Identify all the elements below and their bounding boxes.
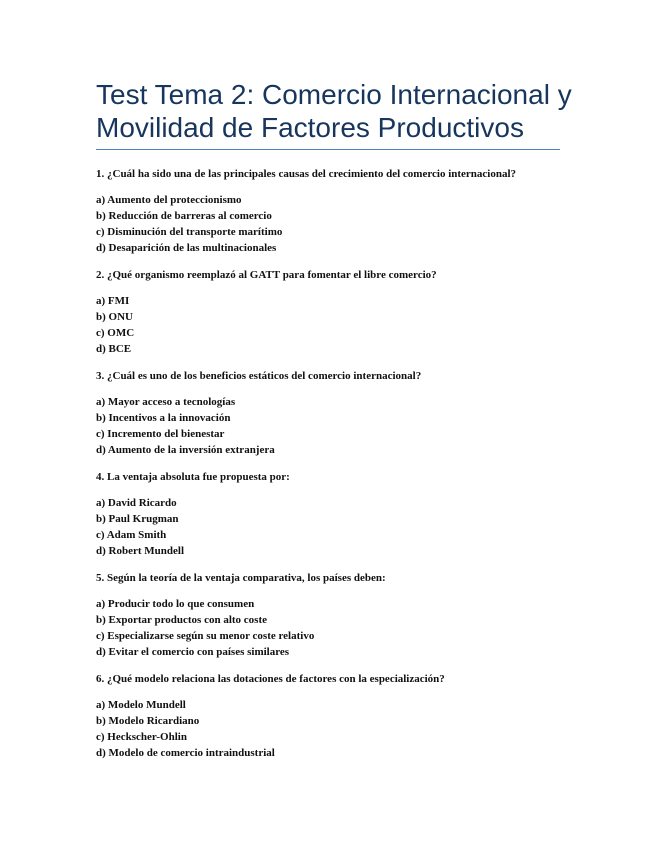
title-underline — [96, 149, 560, 150]
answer-option: a) Aumento del proteccionismo — [96, 194, 242, 206]
answer-option: a) Producir todo lo que consumen — [96, 598, 255, 610]
answer-option: d) Aumento de la inversión extranjera — [96, 444, 275, 456]
answer-option: b) Paul Krugman — [96, 513, 179, 525]
question-text: 1. ¿Cuál ha sido una de las principales causas del crecimiento del comercio internacional? — [96, 168, 517, 180]
question-6 — [96, 671, 566, 772]
answer-option: a) David Ricardo — [96, 497, 177, 509]
answer-option: a) Mayor acceso a tecnologías — [96, 396, 236, 408]
answer-option: c) OMC — [96, 327, 135, 339]
answer-option: d) BCE — [96, 343, 132, 355]
answer-option: b) Modelo Ricardiano — [96, 715, 200, 727]
answer-option: b) Incentivos a la innovación — [96, 412, 231, 424]
answer-option: a) FMI — [96, 295, 130, 307]
answer-option: a) Modelo Mundell — [96, 699, 186, 711]
question-4 — [96, 469, 566, 570]
title-line-1: Test Tema 2: Comercio Internacional y — [96, 79, 572, 110]
answer-option: b) Reducción de barreras al comercio — [96, 210, 272, 222]
answer-option: c) Disminución del transporte marítimo — [96, 226, 283, 238]
answer-option: c) Especializarse según su menor coste relativo — [96, 630, 315, 642]
title-line-2: Movilidad de Factores Productivos — [96, 112, 524, 143]
question-text: 3. ¿Cuál es uno de los beneficios estáticos del comercio internacional? — [96, 370, 422, 382]
question-3 — [96, 368, 566, 469]
question-text: 2. ¿Qué organismo reemplazó al GATT para fomentar el libre comercio? — [96, 269, 437, 281]
question-text: 5. Según la teoría de la ventaja comparativa, los países deben: — [96, 572, 386, 584]
answer-option: d) Robert Mundell — [96, 545, 184, 557]
answer-option: c) Heckscher-Ohlin — [96, 731, 187, 743]
answer-option: b) Exportar productos con alto coste — [96, 614, 268, 626]
answer-option: c) Incremento del bienestar — [96, 428, 225, 440]
question-text: 6. ¿Qué modelo relaciona las dotaciones de factores con la especialización? — [96, 673, 445, 685]
question-text: 4. La ventaja absoluta fue propuesta por: — [96, 471, 290, 483]
question-5 — [96, 570, 566, 671]
question-2 — [96, 267, 566, 368]
answer-option: d) Desaparición de las multinacionales — [96, 242, 277, 254]
document-title — [96, 78, 576, 144]
question-1 — [96, 166, 566, 267]
answer-option: d) Evitar el comercio con países similares — [96, 646, 290, 658]
answer-option: b) ONU — [96, 311, 133, 323]
answer-option: d) Modelo de comercio intraindustrial — [96, 747, 275, 759]
question-list — [96, 166, 566, 772]
answer-option: c) Adam Smith — [96, 529, 167, 541]
